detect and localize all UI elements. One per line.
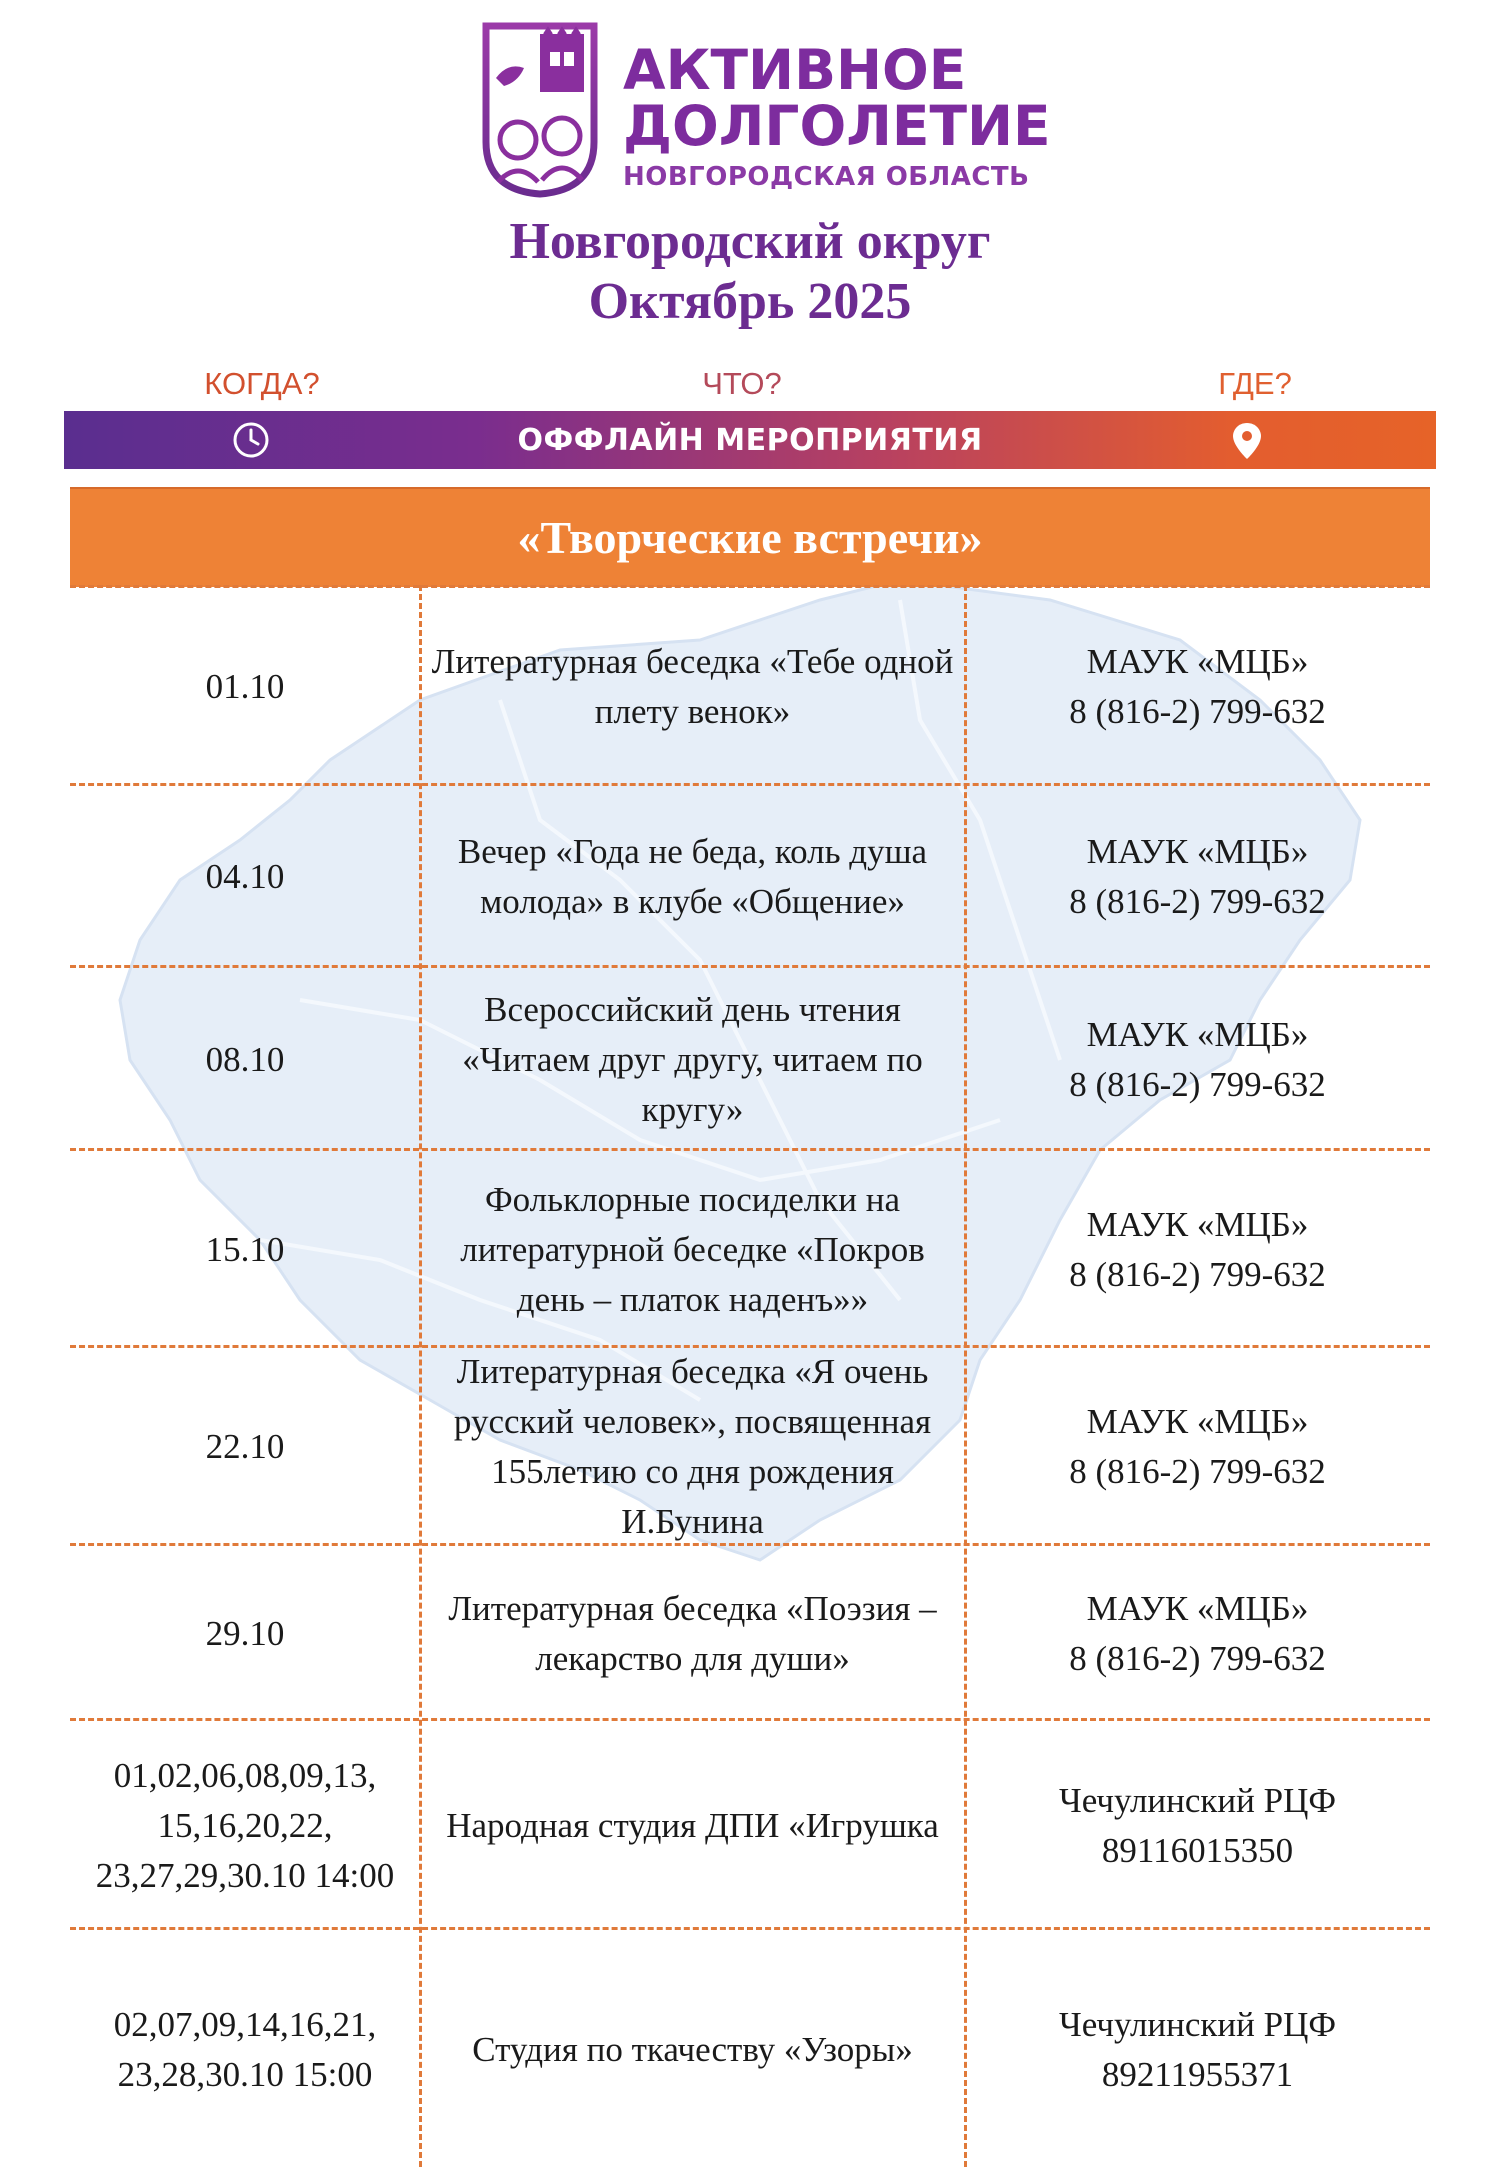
location-name: Чечулинский РЦФ bbox=[1058, 2005, 1337, 2044]
offline-events-banner bbox=[64, 411, 1436, 469]
location-phone: 89116015350 bbox=[1101, 1830, 1294, 1870]
event-title: Вечер «Года не беда, коль душа молода» в клубе «Общение» bbox=[457, 832, 928, 921]
table-row bbox=[70, 1345, 1430, 1546]
table-row bbox=[70, 1543, 1430, 1721]
event-date: 01,02,06,08,09,13, 15,16,20,22, 23,27,29,30.10 14:00 bbox=[95, 1755, 395, 1895]
table-row bbox=[70, 1148, 1430, 1348]
location-phone: 8 (816-2) 799-632 bbox=[1069, 882, 1326, 921]
column-divider bbox=[419, 585, 422, 2167]
event-title: Литературная беседка «Поэзия – лекарство для души» bbox=[448, 1588, 937, 1678]
header-where: ГДЕ? bbox=[1218, 366, 1292, 401]
location-phone: 8 (816-2) 799-632 bbox=[1069, 1254, 1326, 1294]
event-location bbox=[965, 1721, 1430, 1930]
location-phone: 8 (816-2) 799-632 bbox=[1069, 1452, 1326, 1491]
event-title: Студия по ткачеству «Узоры» bbox=[472, 2030, 913, 2069]
table-row bbox=[70, 1927, 1430, 2170]
section-title: «Творческие встречи» bbox=[517, 512, 983, 563]
table-row bbox=[70, 1718, 1430, 1930]
location-name: МАУК «МЦБ» bbox=[1086, 1588, 1309, 1628]
event-location bbox=[965, 1151, 1430, 1348]
event-date: 08.10 bbox=[205, 1039, 285, 1079]
event-location bbox=[965, 1930, 1430, 2170]
location-name: МАУК «МЦБ» bbox=[1086, 642, 1309, 681]
table-row bbox=[70, 965, 1430, 1151]
location-name: МАУК «МЦБ» bbox=[1086, 1204, 1309, 1244]
logo-line-3: НОВГОРОДСКАЯ ОБЛАСТЬ bbox=[623, 162, 1030, 192]
event-title: Фольклорные посиделки на литературной беседке «Покров день – платок наденъ»» bbox=[460, 1179, 925, 1319]
event-title: Литературная беседка «Тебе одной плету венок» bbox=[431, 642, 954, 731]
banner-text: ОФФЛАЙН МЕРОПРИЯТИЯ bbox=[517, 423, 983, 458]
event-title: Литературная беседка «Я очень русский человек», посвященная 155летию со дня рождения И.Бунина bbox=[453, 1352, 932, 1541]
location-phone: 89211955371 bbox=[1101, 2055, 1294, 2094]
table-row bbox=[70, 783, 1430, 968]
location-phone: 8 (816-2) 799-632 bbox=[1069, 692, 1326, 731]
logo-line-2: ДОЛГОЛЕТИЕ bbox=[623, 94, 1051, 158]
event-location bbox=[965, 588, 1430, 786]
logo-text bbox=[623, 38, 1051, 194]
logo-line-1: АКТИВНОЕ bbox=[623, 38, 967, 102]
location-name: МАУК «МЦБ» bbox=[1086, 832, 1309, 871]
event-location bbox=[965, 1348, 1430, 1546]
title-district: Новгородский округ bbox=[509, 213, 991, 270]
event-date: 15.10 bbox=[205, 1229, 285, 1269]
header-what: ЧТО? bbox=[702, 366, 782, 401]
header-when: КОГДА? bbox=[204, 366, 320, 401]
event-date: 29.10 bbox=[205, 1613, 285, 1653]
event-date: 04.10 bbox=[205, 857, 285, 896]
event-date: 22.10 bbox=[205, 1427, 285, 1466]
event-title: Всероссийский день чтения «Читаем друг другу, читаем по кругу» bbox=[462, 989, 923, 1129]
location-phone: 8 (816-2) 799-632 bbox=[1069, 1638, 1326, 1678]
location-phone: 8 (816-2) 799-632 bbox=[1069, 1064, 1326, 1104]
table-row bbox=[70, 585, 1430, 786]
location-name: МАУК «МЦБ» bbox=[1086, 1014, 1309, 1054]
event-location bbox=[965, 786, 1430, 968]
logo bbox=[478, 22, 1051, 202]
event-location bbox=[965, 968, 1430, 1151]
location-name: Чечулинский РЦФ bbox=[1058, 1780, 1337, 1820]
column-divider bbox=[964, 585, 967, 2167]
location-pin-icon bbox=[1230, 421, 1264, 461]
event-title: Народная студия ДПИ «Игрушка bbox=[446, 1805, 939, 1845]
event-date: 01.10 bbox=[205, 667, 285, 706]
event-date: 02,07,09,14,16,21, 23,28,30.10 15:00 bbox=[113, 2005, 377, 2094]
column-header-labels bbox=[0, 366, 1500, 406]
page-title bbox=[0, 212, 1500, 332]
logo-emblem-icon bbox=[478, 22, 602, 198]
section-header bbox=[70, 487, 1430, 587]
title-month: Октябрь 2025 bbox=[588, 273, 912, 330]
event-location bbox=[965, 1546, 1430, 1721]
location-name: МАУК «МЦБ» bbox=[1086, 1402, 1309, 1441]
